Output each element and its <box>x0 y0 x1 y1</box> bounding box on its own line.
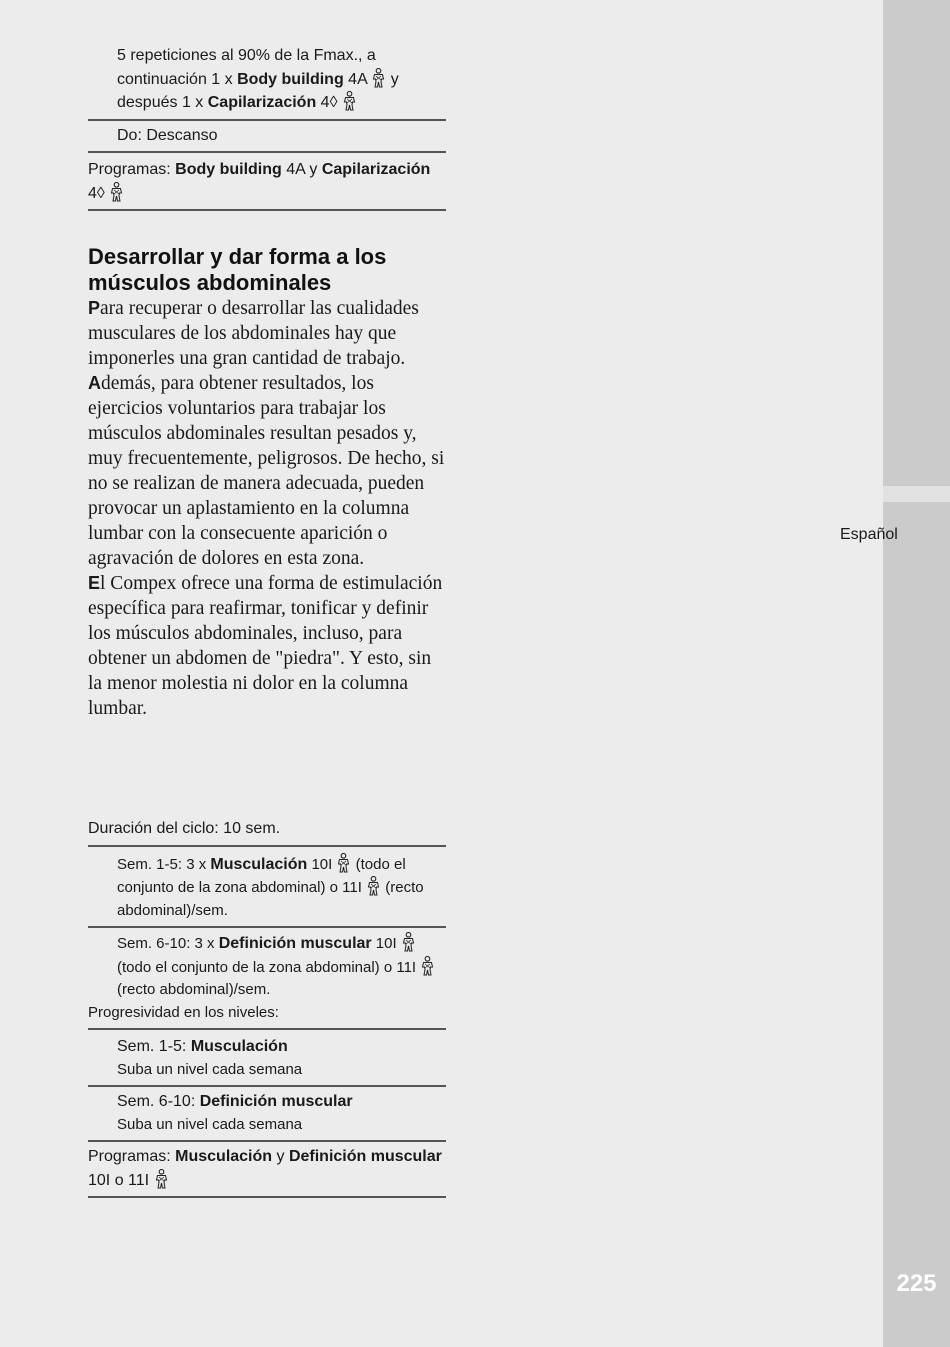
body-figure-icon <box>109 182 124 202</box>
paragraph: Para recuperar o desarrollar las cualidades musculares de los abdominales hay que imponerles una gran cantidad de trabajo. <box>88 298 419 369</box>
body-figure-icon <box>371 68 386 88</box>
level-plan: Sem. 6-10: Definición muscular Suba un nivel cada semana <box>88 1091 446 1142</box>
programs-line: Programas: Body building 4A y Capilarización 4◊ <box>88 159 446 211</box>
paragraph: Además, para obtener resultados, los ejercicios voluntarios para trabajar los músculos abdominales resultan pesados y, muy frecuentemente, peligrosos. De hecho, si no se realizan de manera adecuada, pueden provocar un aplastamiento en la columna lumbar con la consecuente aparición o agravación de dolores en esta zona. <box>88 373 445 569</box>
rest-step: Do: Descanso <box>88 125 446 154</box>
body-figure-icon <box>401 932 416 952</box>
level-plan: Sem. 1-5: Musculación Suba un nivel cada semana <box>88 1036 446 1087</box>
intensity-step: 5 repeticiones al 90% de la Fmax., a continuación 1 x Body building 4A y después 1 x Capilarización 4◊ <box>88 45 446 121</box>
language-sidebar <box>883 0 950 1347</box>
progression-label: Progresividad en los niveles: <box>88 1002 446 1031</box>
program-name: Body building <box>237 70 344 88</box>
week-plan: Sem. 6-10: 3 x Definición muscular 10I (todo el conjunto de la zona abdominal) o 11I (recto abdominal)/sem. <box>88 932 446 1002</box>
cycle-duration: Duración del ciclo: 10 sem. <box>88 818 446 847</box>
section-heading: Desarrollar y dar forma a los músculos abdominales <box>88 244 387 295</box>
body-figure-icon <box>342 91 357 111</box>
section-body <box>88 296 450 721</box>
program-name: Capilarización <box>207 94 317 111</box>
body-figure-icon <box>366 876 381 896</box>
week-plan: Sem. 1-5: 3 x Musculación 10I (todo el conjunto de la zona abdominal) o 11I (recto abdominal)/sem. <box>88 853 446 929</box>
paragraph: El Compex ofrece una forma de estimulación específica para reafirmar, tonificar y definir los músculos abdominales, incluso, para obtener un abdomen de "piedra". Y esto, sin la menor molestia ni dolor en la columna lumbar. <box>88 573 443 719</box>
body-figure-icon <box>336 853 351 873</box>
programs-line: Programas: Musculación y Definición muscular 10I o 11I <box>88 1146 446 1198</box>
page-number: 225 <box>896 1270 937 1297</box>
body-figure-icon <box>420 956 435 976</box>
language-tab-marker <box>883 486 950 502</box>
body-figure-icon <box>154 1169 169 1189</box>
language-label: Español <box>840 526 898 543</box>
